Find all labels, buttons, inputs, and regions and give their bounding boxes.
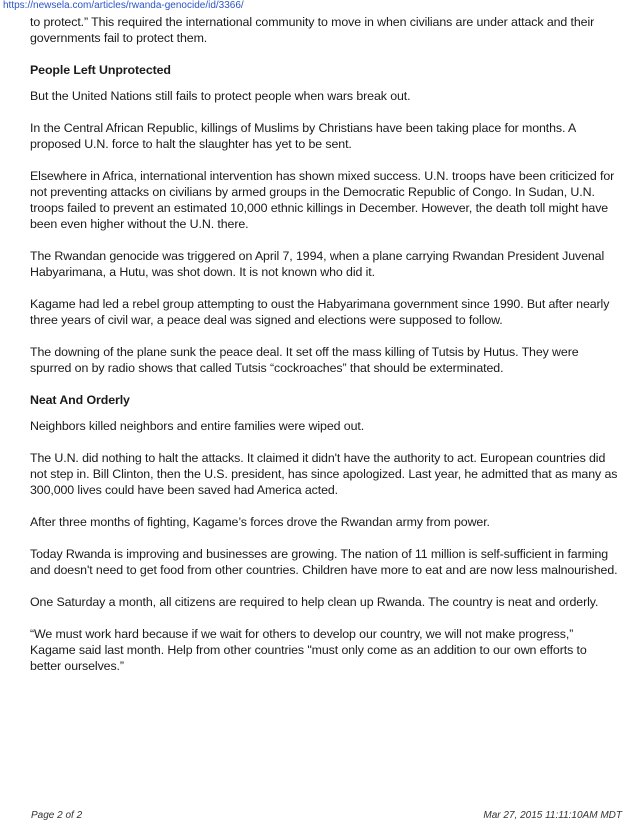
paragraph: “We must work hard because if we wait for others to develop our country, we will not make progress,” Kagame said last month. Help from other countries "must only come as an addition to our own efforts to better ourselves.” [30,627,587,673]
paragraph: Elsewhere in Africa, international intervention has shown mixed success. U.N. troops have been criticized for not preventing attacks on civilians by armed groups in the Democratic Republic of Congo. In Sudan, U.N. troops failed to prevent an estimated 10,000 ethnic killings in December. However, the death toll might have been even higher without the U.N. there. [30,169,615,231]
section-heading: People Left Unprotected [30,63,171,77]
paragraph: One Saturday a month, all citizens are required to help clean up Rwanda. The country is neat and orderly. [30,595,599,609]
print-timestamp: Mar 27, 2015 11:11:10AM MDT [483,810,622,821]
section-heading: Neat And Orderly [30,393,130,407]
paragraph: After three months of fighting, Kagame’s forces drove the Rwandan army from power. [30,515,490,529]
paragraph: The Rwandan genocide was triggered on April 7, 1994, when a plane carrying Rwandan President Juvenal Habyarimana, a Hutu, was shot down. It is not known who did it. [30,249,605,279]
paragraph: Kagame had led a rebel group attempting to oust the Habyarimana government since 1990. But after nearly three years of civil war, a peace deal was signed and elections were supposed to follow. [30,297,610,327]
paragraph: Neighbors killed neighbors and entire families were wiped out. [30,419,365,433]
paragraph: Today Rwanda is improving and businesses are growing. The nation of 11 million is self-sufficient in farming and doesn't need to get food from other countries. Children have more to eat and are now less malnourished. [30,547,618,577]
paragraph: The downing of the plane sunk the peace deal. It set off the mass killing of Tutsis by Hutus. They were spurred on by radio shows that called Tutsis “cockroaches” that should be exterminated. [30,345,579,375]
paragraph: to protect.” This required the international community to move in when civilians are under attack and their governments fail to protect them. [30,15,595,45]
paragraph: The U.N. did nothing to halt the attacks. It claimed it didn't have the authority to act. European countries did not step in. Bill Clinton, then the U.S. president, has since apologized. Last year, he admitted that as many as 300,000 lives could have been saved had America acted. [30,451,618,497]
article-body [30,14,618,690]
paragraph: But the United Nations still fails to protect people when wars break out. [30,89,411,103]
paragraph: In the Central African Republic, killings of Muslims by Christians have been taking place for months. A proposed U.N. force to halt the slaughter has yet to be sent. [30,121,576,151]
source-url-link[interactable]: https://newsela.com/articles/rwanda-genocide/id/3366/ [3,0,244,11]
page-number: Page 2 of 2 [31,810,83,821]
